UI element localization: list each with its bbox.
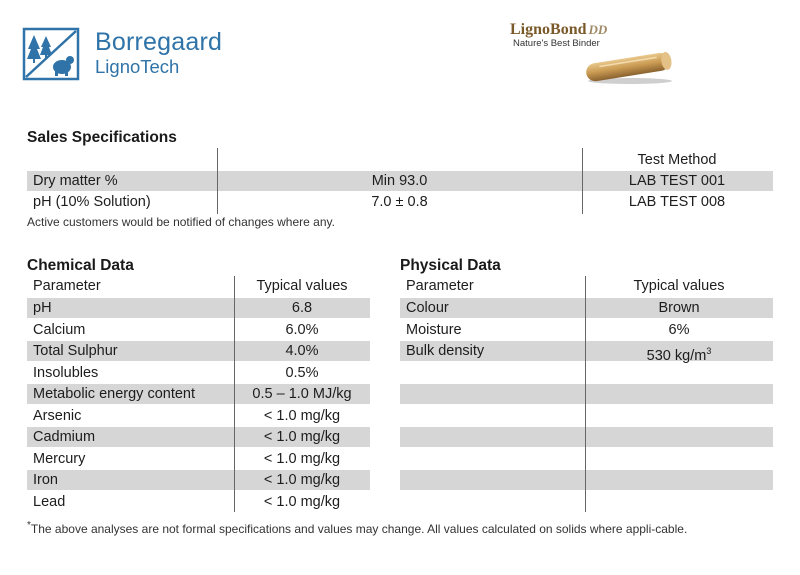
value-cell [234,406,370,426]
param-cell: Arsenic [33,407,82,424]
table-row [27,341,370,361]
param-cell: Iron [33,472,58,488]
table-row [400,406,773,426]
table-row [400,449,773,469]
table-row [400,492,773,512]
table-row [27,298,370,318]
param-cell: Colour [406,300,449,316]
table-row [27,171,773,191]
param-cell: Moisture [406,321,462,338]
lignobond-logo [505,21,695,77]
value-text: 0.5 – 1.0 MJ/kg [252,386,352,402]
column-divider [585,276,586,512]
param-cell: Total Sulphur [33,343,118,359]
table-row [27,492,370,512]
value-text: 4.0% [285,343,319,359]
borregaard-emblem-icon [22,27,80,81]
table-row [400,320,773,340]
borregaard-logo [22,27,267,83]
chemical-value-header: Typical values [256,278,348,294]
value-cell [234,341,370,361]
param-cell: Lead [33,493,66,510]
value-cell [234,320,370,340]
param-cell: Cadmium [33,429,96,445]
pellet-image-icon [580,51,676,85]
product-tagline: Nature's Best Binder [513,38,600,49]
table-row [400,427,773,447]
value-text: Brown [658,300,700,316]
physical-param-header: Parameter [406,278,474,294]
sales-note: Active customers would be notified of changes where any. [27,215,335,229]
table-row [400,384,773,404]
brand-division: LignoTech [95,56,180,77]
value-superscript: 3 [706,346,712,356]
footnote-mark: * [27,520,31,531]
product-suffix: DD [588,22,608,37]
table-row [27,406,370,426]
value-text: < 1.0 mg/kg [263,429,341,445]
footnote-text: The above analyses are not formal specifications and values may change. All values calculated on solids where appli-cable. [30,522,688,536]
value-text: 6.0% [285,321,319,338]
table-row [400,470,773,490]
brand-name: Borregaard [95,28,223,56]
sales-value: 7.0 ± 0.8 [371,194,428,210]
value-cell [234,298,370,318]
sales-header-row [27,150,773,170]
param-cell: Metabolic energy content [33,386,196,402]
param-cell: Bulk density [406,343,485,359]
physical-header-row [400,276,773,296]
value-text: 530 kg/m [646,347,707,364]
param-cell: pH [33,300,52,316]
value-cell [234,384,370,404]
table-row [27,320,370,340]
column-divider [217,148,218,214]
footnote [27,516,767,539]
value-cell [234,492,370,512]
test-method-header: Test Method [637,152,717,168]
value-cell [234,449,370,469]
value-text: 0.5% [285,364,319,381]
column-divider [234,276,235,512]
sales-param: Dry matter % [33,173,118,189]
product-name: LignoBond DD [510,21,608,38]
table-row [400,363,773,383]
table-row [400,341,773,364]
physical-data-heading: Physical Data [400,257,501,274]
physical-value-header: Typical values [633,278,725,294]
value-text: < 1.0 mg/kg [263,472,341,488]
value-cell [234,470,370,490]
value-cell [585,320,773,340]
sales-value: Min 93.0 [371,173,428,189]
table-row [27,427,370,447]
table-row [400,298,773,318]
value-text: < 1.0 mg/kg [263,493,341,510]
column-divider [582,148,583,214]
value-cell [234,427,370,447]
param-cell: Mercury [33,450,86,467]
chemical-param-header: Parameter [33,278,101,294]
table-row [27,470,370,490]
table-row [27,363,370,383]
chemical-data-heading: Chemical Data [27,257,134,274]
table-row [27,384,370,404]
value-cell [585,298,773,318]
param-cell: Calcium [33,321,86,338]
value-cell [234,363,370,383]
chemical-header-row [27,276,370,296]
value-text: < 1.0 mg/kg [263,407,341,424]
sales-specifications-heading: Sales Specifications [27,129,177,146]
sales-method: LAB TEST 008 [628,194,726,210]
table-row [27,192,773,212]
param-cell: Insolubles [33,364,99,381]
table-row [27,449,370,469]
value-text: 6% [668,321,690,338]
sales-param: pH (10% Solution) [33,194,151,210]
sales-method: LAB TEST 001 [628,173,726,189]
value-text: < 1.0 mg/kg [263,450,341,467]
value-text: 6.8 [291,300,313,316]
